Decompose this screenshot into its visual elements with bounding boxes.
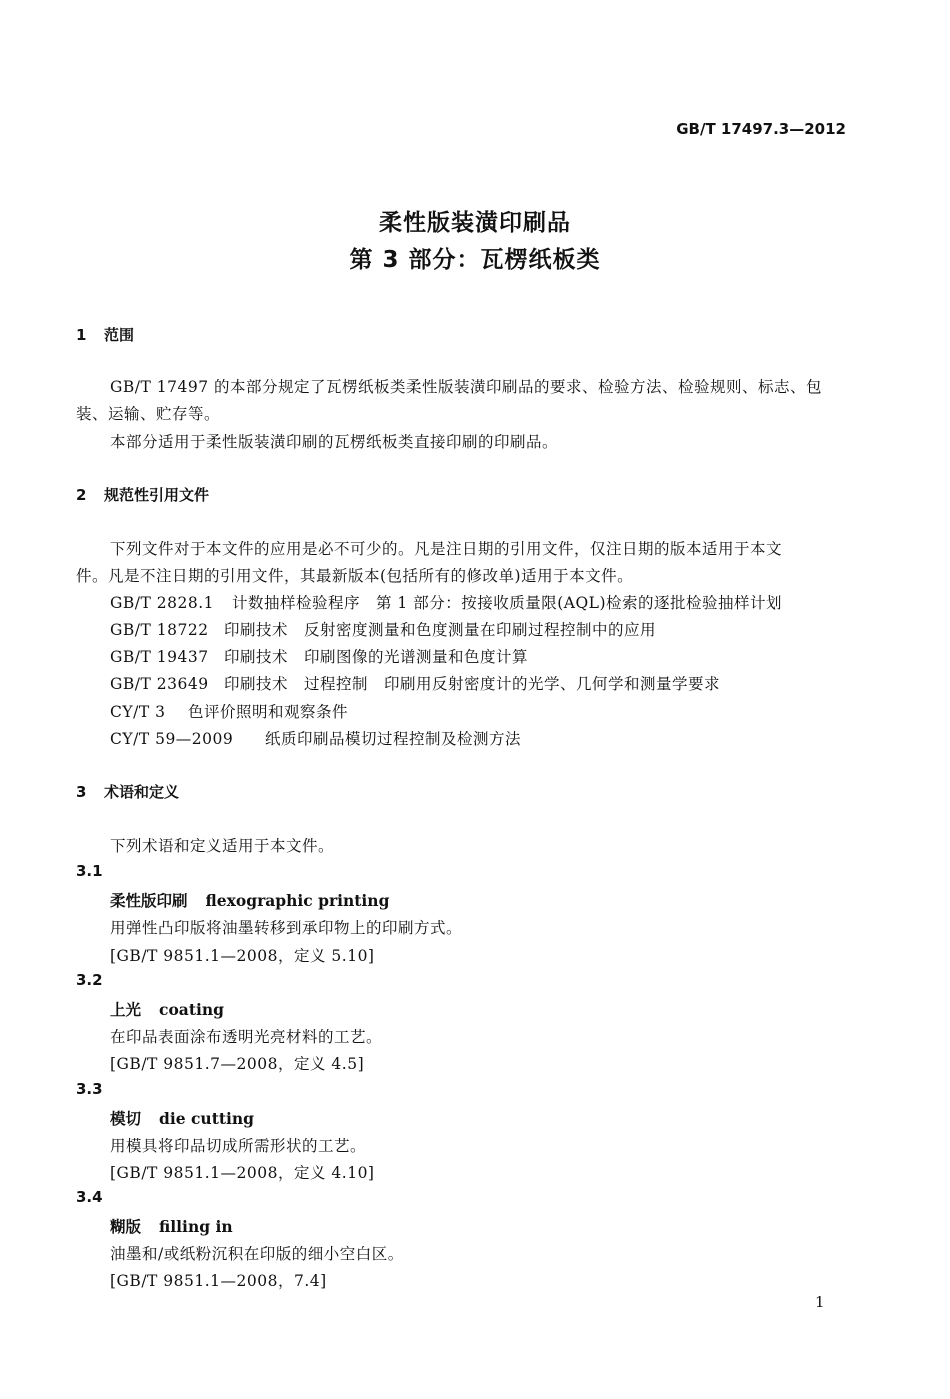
term-definition: 在印品表面涂布透明光亮材料的工艺。 bbox=[110, 1028, 383, 1046]
term-number: 3.3 bbox=[76, 1080, 103, 1098]
term-definition: 用模具将印品切成所需形状的工艺。 bbox=[110, 1137, 367, 1155]
reference-title: 印刷技术 印刷图像的光谱测量和色度计算 bbox=[224, 648, 529, 666]
section-title: 规范性引用文件 bbox=[104, 486, 210, 504]
term-chinese: 柔性版印刷 bbox=[110, 891, 188, 910]
reference-code: GB/T 23649 bbox=[110, 675, 209, 693]
reference-code: GB/T 19437 bbox=[110, 648, 209, 666]
reference-title: 计数抽样检验程序 第 1 部分：按接收质量限(AQL)检索的逐批检验抽样计划 bbox=[232, 594, 783, 612]
reference-title: 印刷技术 过程控制 印刷用反射密度计的光学、几何学和测量学要求 bbox=[224, 675, 721, 693]
term-heading bbox=[110, 1215, 233, 1237]
section-number: 1 bbox=[76, 326, 87, 344]
reference-title: 印刷技术 反射密度测量和色度测量在印刷过程控制中的应用 bbox=[224, 621, 657, 639]
term-chinese: 上光 bbox=[110, 1000, 142, 1019]
term-definition: 油墨和/或纸粉沉积在印版的细小空白区。 bbox=[110, 1245, 404, 1263]
reference-item bbox=[110, 727, 521, 749]
term-chinese: 糊版 bbox=[110, 1217, 142, 1236]
term-heading bbox=[110, 889, 389, 911]
section-2-heading bbox=[76, 484, 209, 505]
page-number: 1 bbox=[815, 1293, 825, 1311]
reference-code: CY/T 3 bbox=[110, 703, 166, 721]
term-number: 3.2 bbox=[76, 971, 103, 989]
document-title: 柔性版装潢印刷品 bbox=[379, 210, 571, 236]
section-number: 3 bbox=[76, 783, 87, 801]
reference-item bbox=[110, 618, 656, 640]
term-english: filling in bbox=[159, 1217, 233, 1236]
paragraph: 下列术语和定义适用于本文件。 bbox=[110, 837, 335, 855]
reference-item bbox=[110, 645, 528, 667]
term-number: 3.4 bbox=[76, 1188, 103, 1206]
term-english: flexographic printing bbox=[205, 891, 390, 910]
section-title: 范围 bbox=[104, 326, 135, 344]
term-english: coating bbox=[159, 1000, 224, 1019]
reference-item bbox=[110, 591, 782, 613]
term-source: [GB/T 9851.1—2008，定义 5.10] bbox=[110, 947, 375, 965]
term-number: 3.1 bbox=[76, 862, 103, 880]
reference-item bbox=[110, 672, 720, 694]
paragraph: 下列文件对于本文件的应用是必不可少的。凡是注日期的引用文件，仅注日期的版本适用于本文 bbox=[110, 540, 783, 558]
reference-code: GB/T 18722 bbox=[110, 621, 209, 639]
reference-title: 色评价照明和观察条件 bbox=[188, 703, 349, 721]
term-source: [GB/T 9851.1—2008，7.4] bbox=[110, 1272, 327, 1290]
term-heading bbox=[110, 1107, 254, 1129]
section-3-heading bbox=[76, 781, 179, 802]
term-source: [GB/T 9851.1—2008，定义 4.10] bbox=[110, 1164, 375, 1182]
paragraph-continuation: 装、运输、贮存等。 bbox=[76, 405, 221, 423]
paragraph: GB/T 17497 的本部分规定了瓦楞纸板类柔性版装潢印刷品的要求、检验方法、检验规则、标志、包 bbox=[110, 378, 822, 396]
standard-code: GB/T 17497.3—2012 bbox=[676, 120, 846, 138]
section-number: 2 bbox=[76, 486, 87, 504]
paragraph: 本部分适用于柔性版装潢印刷的瓦楞纸板类直接印刷的印刷品。 bbox=[110, 433, 559, 451]
term-heading bbox=[110, 998, 224, 1020]
reference-code: GB/T 2828.1 bbox=[110, 594, 214, 612]
term-source: [GB/T 9851.7—2008，定义 4.5] bbox=[110, 1055, 365, 1073]
term-definition: 用弹性凸印版将油墨转移到承印物上的印刷方式。 bbox=[110, 919, 463, 937]
term-english: die cutting bbox=[159, 1109, 255, 1128]
reference-code: CY/T 59—2009 bbox=[110, 730, 234, 748]
document-subtitle: 第 3 部分：瓦楞纸板类 bbox=[349, 247, 601, 273]
paragraph-continuation: 件。凡是不注日期的引用文件，其最新版本(包括所有的修改单)适用于本文件。 bbox=[76, 567, 634, 585]
reference-title: 纸质印刷品模切过程控制及检测方法 bbox=[265, 730, 522, 748]
term-chinese: 模切 bbox=[110, 1109, 142, 1128]
section-1-heading bbox=[76, 324, 134, 345]
reference-item bbox=[110, 700, 348, 722]
section-title: 术语和定义 bbox=[104, 783, 180, 801]
